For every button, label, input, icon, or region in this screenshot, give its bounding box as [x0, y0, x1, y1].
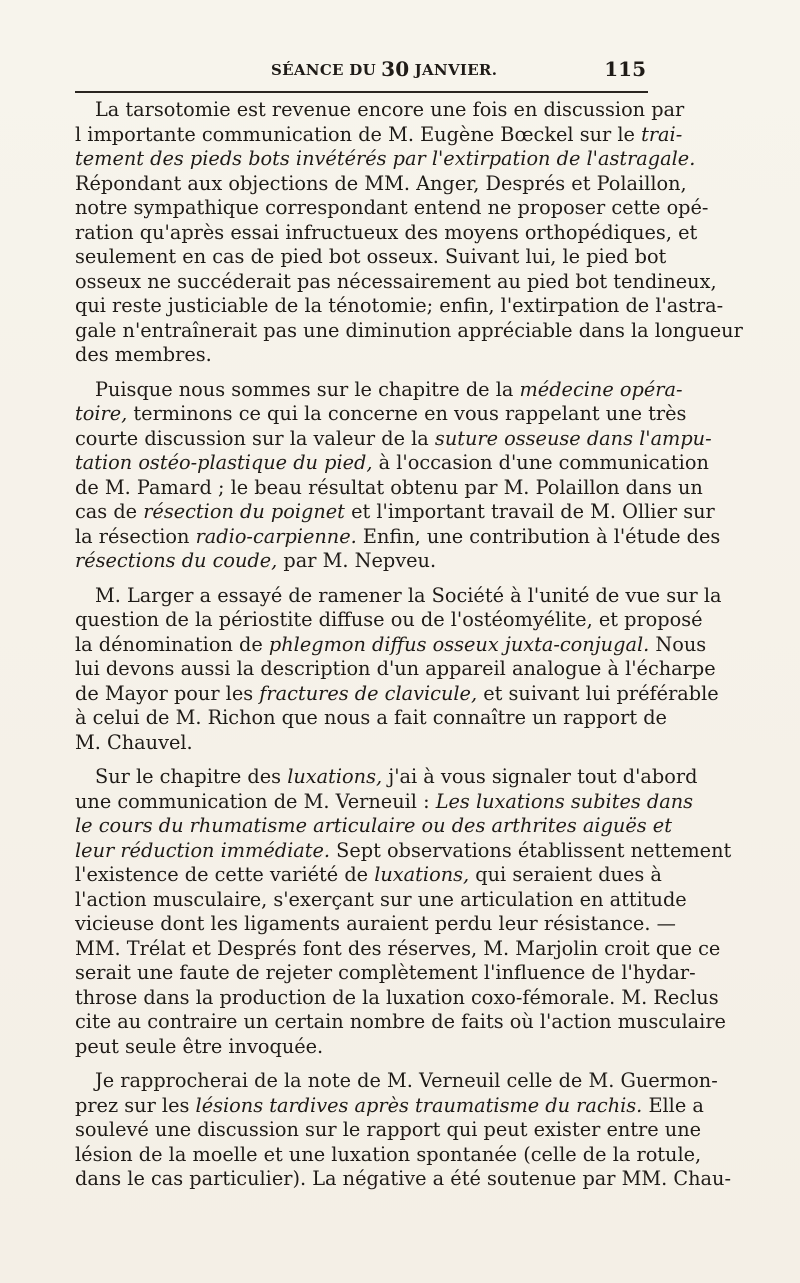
text-line: serait une faute de rejeter complètement l'influence de l'hydar-	[75, 961, 696, 984]
text-line: l'action musculaire, s'exerçant sur une articulation en attitude	[75, 887, 687, 911]
text-line: toire, terminons ce qui la concerne en vous rappelant une très	[75, 402, 687, 425]
running-header	[75, 57, 648, 87]
text-line: peut seule être invoquée.	[75, 1034, 324, 1058]
text-line: le cours du rhumatisme articulaire ou des arthrites aiguës et	[75, 814, 672, 837]
text-line: Répondant aux objections de MM. Anger, Després et Polaillon,	[75, 171, 687, 195]
paragraph	[75, 583, 722, 756]
text-line: question de la périostite diffuse ou de l'ostéomyélite, et proposé	[75, 608, 703, 631]
text-line: qui reste justiciable de la ténotomie; enfin, l'extirpation de l'astra-	[75, 294, 724, 317]
header-rule	[75, 91, 648, 93]
text-line: des membres.	[75, 343, 212, 366]
text-line: de M. Pamard ; le beau résultat obtenu par M. Polaillon dans un	[75, 475, 703, 499]
text-line: ration qu'après essai infructueux des moyens orthopédiques, et	[75, 220, 698, 244]
header-title	[271, 57, 497, 81]
text-line: Puisque nous sommes sur le chapitre de la médecine opéra-	[95, 377, 683, 401]
text-line: de Mayor pour les fractures de clavicule, et suivant lui préférable	[75, 681, 719, 705]
text-line: leur réduction immédiate. Sept observations établissent nettement	[75, 838, 732, 862]
text-line: prez sur les lésions tardives après traumatisme du rachis. Elle a	[75, 1093, 704, 1117]
header-title-number: 30	[381, 57, 410, 81]
text-line: soulevé une discussion sur le rapport qui peut exister entre une	[75, 1118, 702, 1141]
header-title-prefix: SÉANCE DU	[271, 61, 376, 79]
header-title-suffix: JANVIER.	[414, 61, 498, 79]
text-line: MM. Trélat et Després font des réserves, M. Marjolin croit que ce	[75, 936, 721, 960]
paragraph	[75, 765, 732, 1059]
text-line: Je rapprocherai de la note de M. Verneuil celle de M. Guermon-	[95, 1069, 718, 1092]
text-line: M. Chauvel.	[75, 730, 193, 754]
text-line: la résection radio-carpienne. Enfin, une contribution à l'étude des	[75, 524, 721, 548]
text-line: tation ostéo-plastique du pied, à l'occasion d'une communication	[75, 451, 709, 474]
text-line: courte discussion sur la valeur de la suture osseuse dans l'ampu-	[75, 426, 712, 450]
text-line: seulement en cas de pied bot osseux. Suivant lui, le pied bot	[75, 245, 667, 268]
text-line: M. Larger a essayé de ramener la Société à l'unité de vue sur la	[95, 583, 722, 607]
text-line: osseux ne succéderait pas nécessairement au pied bot tendineux,	[75, 269, 717, 293]
text-line: l importante communication de M. Eugène Bœckel sur le trai-	[75, 122, 683, 146]
text-line: Sur le chapitre des luxations, j'ai à vous signaler tout d'abord	[95, 765, 698, 788]
text-line: la dénomination de phlegmon diffus osseux juxta-conjugal. Nous	[75, 632, 707, 656]
text-line: lésion de la moelle et une luxation spontanée (celle de la rotule,	[75, 1142, 702, 1166]
text-line: lui devons aussi la description d'un appareil analogue à l'écharpe	[75, 657, 716, 680]
text-line: throse dans la production de la luxation coxo-fémorale. M. Reclus	[75, 985, 719, 1009]
text-line: cas de résection du poignet et l'important travail de M. Ollier sur	[75, 500, 715, 523]
text-line: vicieuse dont les ligaments auraient perdu leur résistance. —	[75, 912, 676, 935]
text-line: dans le cas particulier). La négative a été soutenue par MM. Chau-	[75, 1167, 731, 1190]
text-line: cite au contraire un certain nombre de faits où l'action musculaire	[75, 1010, 726, 1033]
text-line: La tarsotomie est revenue encore une fois en discussion par	[95, 98, 685, 121]
text-line: une communication de M. Verneuil : Les luxations subites dans	[75, 789, 694, 813]
text-line: à celui de M. Richon que nous a fait connaître un rapport de	[75, 706, 667, 729]
text-line: tement des pieds bots invétérés par l'extirpation de l'astragale.	[75, 147, 696, 170]
text-line: résections du coude, par M. Nepveu.	[75, 549, 437, 572]
text-line: notre sympathique correspondant entend ne proposer cette opé-	[75, 196, 709, 219]
text-line: gale n'entraînerait pas une diminution appréciable dans la longueur	[75, 318, 743, 342]
paragraph	[75, 98, 743, 368]
body-text	[75, 98, 743, 1202]
page-number: 115	[604, 57, 646, 81]
paragraph	[75, 1069, 731, 1192]
text-line: l'existence de cette variété de luxations, qui seraient dues à	[75, 863, 662, 886]
paragraph	[75, 377, 721, 574]
